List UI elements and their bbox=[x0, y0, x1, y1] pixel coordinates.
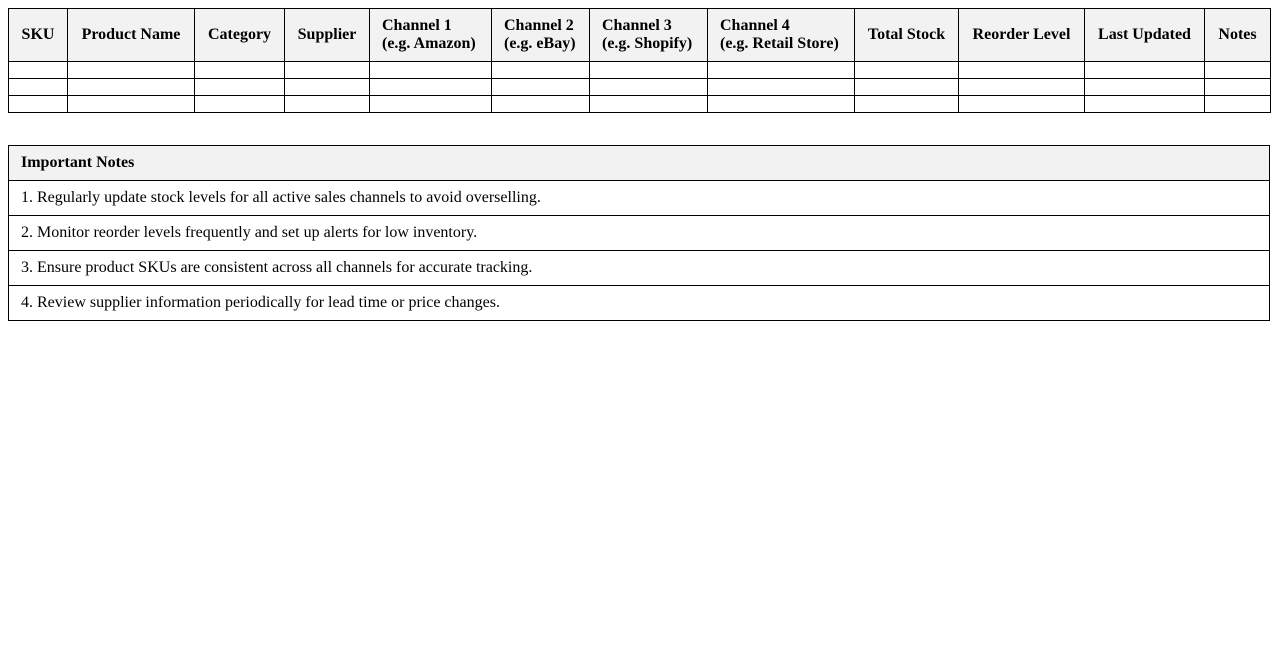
column-header-line: (e.g. eBay) bbox=[504, 35, 576, 52]
column-header bbox=[708, 9, 855, 62]
table-cell[interactable] bbox=[370, 79, 492, 96]
column-header-line: Channel 4 bbox=[720, 17, 790, 34]
table-cell[interactable] bbox=[1085, 96, 1205, 113]
column-header bbox=[9, 9, 68, 62]
column-header bbox=[1205, 9, 1271, 62]
table-cell[interactable] bbox=[9, 96, 68, 113]
table-cell[interactable] bbox=[492, 96, 590, 113]
note-item: 1. Regularly update stock levels for all active sales channels to avoid overselling. bbox=[9, 181, 1270, 216]
table-row bbox=[9, 79, 1271, 96]
column-header bbox=[492, 9, 590, 62]
table-cell[interactable] bbox=[195, 62, 285, 79]
table-cell[interactable] bbox=[590, 62, 708, 79]
table-cell[interactable] bbox=[959, 96, 1085, 113]
column-header-line: Channel 2 bbox=[504, 17, 574, 34]
table-cell[interactable] bbox=[1085, 62, 1205, 79]
table-cell[interactable] bbox=[590, 79, 708, 96]
table-cell[interactable] bbox=[285, 96, 370, 113]
column-header-line: Notes bbox=[1218, 26, 1257, 43]
table-row bbox=[9, 96, 1271, 113]
note-row bbox=[9, 251, 1270, 286]
note-item: 2. Monitor reorder levels frequently and set up alerts for low inventory. bbox=[9, 216, 1270, 251]
table-cell[interactable] bbox=[708, 96, 855, 113]
table-cell[interactable] bbox=[285, 62, 370, 79]
inventory-table bbox=[8, 8, 1271, 113]
notes-header-row bbox=[9, 146, 1270, 181]
table-cell[interactable] bbox=[492, 79, 590, 96]
column-header-line: Channel 3 bbox=[602, 17, 672, 34]
table-cell[interactable] bbox=[855, 62, 959, 79]
table-cell[interactable] bbox=[708, 62, 855, 79]
page bbox=[8, 8, 1270, 321]
column-header-line: Total Stock bbox=[867, 26, 946, 43]
table-cell[interactable] bbox=[1205, 96, 1271, 113]
column-header-line: Product Name bbox=[81, 26, 181, 43]
table-cell[interactable] bbox=[68, 96, 195, 113]
table-cell[interactable] bbox=[1085, 79, 1205, 96]
column-header bbox=[959, 9, 1085, 62]
column-header-line: (e.g. Shopify) bbox=[602, 35, 693, 52]
table-cell[interactable] bbox=[195, 96, 285, 113]
column-header bbox=[855, 9, 959, 62]
important-notes-table bbox=[8, 145, 1270, 321]
table-cell[interactable] bbox=[708, 79, 855, 96]
column-header bbox=[590, 9, 708, 62]
table-cell[interactable] bbox=[1205, 79, 1271, 96]
note-item: 4. Review supplier information periodically for lead time or price changes. bbox=[9, 286, 1270, 321]
note-row bbox=[9, 286, 1270, 321]
table-cell[interactable] bbox=[370, 96, 492, 113]
table-row bbox=[9, 62, 1271, 79]
column-header-line: Category bbox=[207, 26, 272, 43]
column-header bbox=[1085, 9, 1205, 62]
note-row bbox=[9, 181, 1270, 216]
inventory-header-row bbox=[9, 9, 1271, 62]
column-header-line: Supplier bbox=[297, 26, 357, 43]
table-cell[interactable] bbox=[9, 79, 68, 96]
column-header-line: Reorder Level bbox=[972, 26, 1071, 43]
column-header-line: Last Updated bbox=[1098, 26, 1191, 43]
table-cell[interactable] bbox=[959, 62, 1085, 79]
note-item: 3. Ensure product SKUs are consistent across all channels for accurate tracking. bbox=[9, 251, 1270, 286]
column-header-line: (e.g. Retail Store) bbox=[720, 35, 839, 52]
column-header bbox=[68, 9, 195, 62]
column-header-line: Channel 1 bbox=[382, 17, 452, 34]
table-cell[interactable] bbox=[68, 62, 195, 79]
table-cell[interactable] bbox=[855, 79, 959, 96]
table-cell[interactable] bbox=[855, 96, 959, 113]
table-cell[interactable] bbox=[195, 79, 285, 96]
table-cell[interactable] bbox=[68, 79, 195, 96]
column-header-line: (e.g. Amazon) bbox=[382, 35, 476, 52]
column-header bbox=[285, 9, 370, 62]
table-cell[interactable] bbox=[492, 62, 590, 79]
table-cell[interactable] bbox=[9, 62, 68, 79]
column-header-line: SKU bbox=[21, 26, 55, 43]
table-cell[interactable] bbox=[285, 79, 370, 96]
table-cell[interactable] bbox=[370, 62, 492, 79]
table-cell[interactable] bbox=[590, 96, 708, 113]
column-header bbox=[370, 9, 492, 62]
table-cell[interactable] bbox=[1205, 62, 1271, 79]
note-row bbox=[9, 216, 1270, 251]
table-cell[interactable] bbox=[959, 79, 1085, 96]
notes-title: Important Notes bbox=[9, 146, 1270, 181]
column-header bbox=[195, 9, 285, 62]
